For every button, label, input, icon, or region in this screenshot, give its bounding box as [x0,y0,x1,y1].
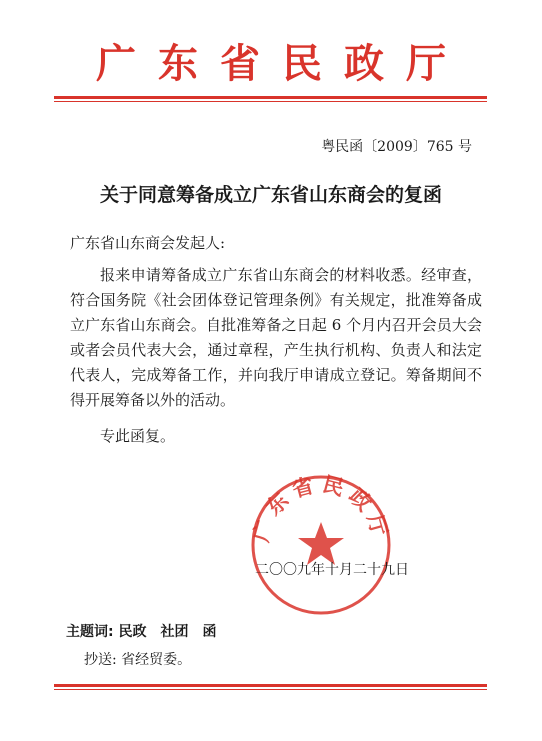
document-title: 关于同意筹备成立广东省山东商会的复函 [99,184,442,206]
document-date: 二〇〇九年十月二十九日 [255,562,409,578]
keywords-label: 主题词: [66,624,114,640]
body-paragraph: 报来申请筹备成立广东省山东商会的材料收悉。经审查，符合国务院《社会团体登记管理条例》有关规定，批准筹备成立广东省山东商会。自批准筹备之日起 6 个月内召开会员大会或者会员代表大会，通过章程，产生执行机构、负责人和法定代表人，完成筹备工作，并向我厅申请成立登记。筹备期间不得开展筹备以外的活动。 [70,266,482,409]
letterhead-rule-thick [54,96,487,99]
letterhead-title: 广东省民政厅 [96,40,468,87]
keywords-value: 民政 社团 函 [118,624,217,640]
cc-value: 省经贸委。 [121,652,192,668]
star-icon [298,522,344,565]
document-number: 粤民函〔2009〕765 号 [321,139,472,155]
cc-label: 抄送: [84,652,117,668]
letterhead-rule-thin [54,101,487,102]
footer-rule-thin [54,689,487,690]
cc-row [84,650,191,670]
footer-rule-thick [54,684,487,687]
seal-text: 广东省民政厅 [248,470,394,545]
keywords-row [66,622,216,642]
closing-line: 专此函复。 [100,427,176,445]
salutation: 广东省山东商会发起人: [70,234,226,252]
official-seal [246,470,396,620]
